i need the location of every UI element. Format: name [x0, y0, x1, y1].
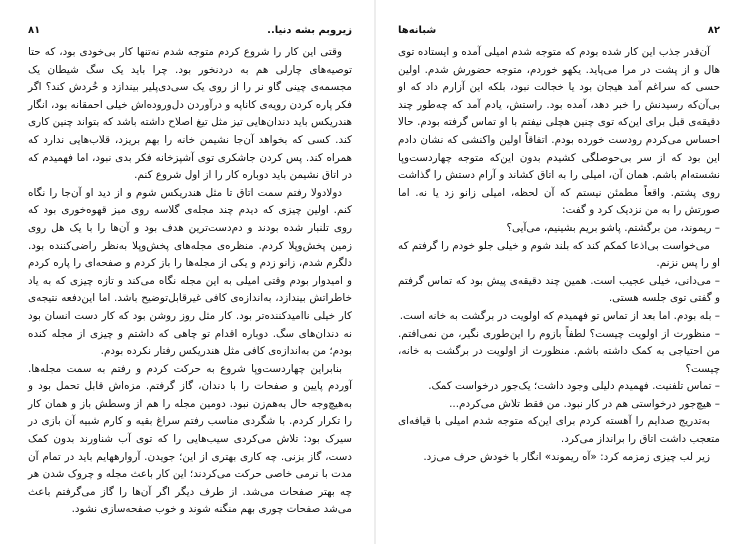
- paragraph: زیر لب چیزی زمزمه کرد: «آه ریموند» انگار با خودش حرف می‌زد.: [423, 450, 710, 463]
- paragraph: بنابراین چهاردست‌وپا شروع به حرکت کردم و رفتم به سمت مجله‌ها. آوردم پایین و صفحات را با دندان، گاز گرفتم. مزه‌اش قابل تحمل بود و به‌هیچ‌وجه حال به‌هم‌زن نبود. دومین مجله را هم از وسطش باز و همان کار را تکرار کردم. با شگردی مناسب رفتم سراغ بقیه و کارم شبیه آن بازی در سیرک بود: تلاش می‌کردی سیب‌هایی را که توی آب شناورند بدون کمک دست، گاز بزنی. چه کاری بهتری از این؛ جویدن. آروارههایم باید در تمام آن مدت با نرمی خاصی حرکت می‌کردند؛ این کار باعث مجله و چروک شدن هر چه بهتر صفحات می‌شد. از طرف دیگر اگر آن‌ها را گاز می‌گرفتم باعث می‌شد صفحات چوری بهم منگنه شوند و خوب صفحه‌سازی نشود.: [28, 362, 352, 516]
- running-head: شبانه‌ها: [398, 24, 437, 36]
- paragraph: به‌تدریج صدایم را آهسته کردم برای این‌که متوجه شدم امیلی با قیافه‌ای متعجب داشت اتاق را برانداز می‌کرد.: [398, 415, 720, 446]
- page-number: ۸۱: [28, 24, 41, 36]
- dialogue-line: – تماس تلفنیت. فهمیدم دلیلی وجود داشت؛ یک‌جور درخواست کمک.: [428, 380, 720, 393]
- right-page-header: [398, 22, 720, 38]
- dialogue-line: – بله بودم. اما بعد از تماس تو فهمیدم که اولویت در برگشت به خانه است.: [399, 309, 720, 322]
- dialogue-line: – ریموند، من برگشتم. پاشو بریم بشینیم، می‌آیی؟: [506, 221, 720, 234]
- paragraph: دولادولا رفتم سمت اتاق تا مثل هندریکس شوم و از دید او آن‌جا را نگاه کنم. اولین چیزی که دیدم چند مجله‌ی گلاسه روی میز قهوه‌خوری بود که روی تلنبار شده بودند و دم‌دست‌ترین هدف بود و آن‌ها را با یک هل روی زمین پخش‌وپلا کردم. منظره‌ی مجله‌های پخش‌وپلا به‌نظر راضی‌کننده بود. دلگرم شدم، زانو زدم و یکی از مجله‌ها را باز کردم و صفحه‌ای را پاره کردم و امیدوار بودم وقتی امیلی به این مجله نگاه می‌کند و تازه چیزی که به یاد خاطراتش بیندازد، به‌اندازه‌ی کافی غیرقابل‌توضیح باشد. اما این‌دفعه نتیجه‌ی کار خیلی ناامیدکننده‌تر بود. کار مثل روز روشن بود که کار دست انسان بود نه دندان‌های سگ. دوباره اقدام تو چاهی که داشتم و چیزی از مجله کنده بودم؛ من به‌اندازه‌ی کافی مثل هندریکس رفتار نکرده بودم.: [28, 186, 352, 358]
- paragraph: می‌خواست بی‌اذعا کمکم کند که بلند شوم و خیلی جلو خودم را گرفتم که او را پس نزنم.: [398, 239, 720, 270]
- dialogue-line: – می‌دانی، خیلی عجیب است. همین چند دقیقه‌ی پیش بود که تماس گرفتم و گفتی توی جلسه هستی.: [398, 274, 720, 305]
- right-page: [376, 0, 750, 544]
- paragraph: آن‌قدر جذب این کار شده بودم که متوجه شدم امیلی آمده و ایستاده توی هال و از پشت در مرا می‌پاید. یکهو خوردم، متوجه حضورش شدم. اولین حسی که سراغم آمد هیجان بود یا خجالت نبود، بلکه این آزارم داد که او بی‌آن‌که رسیدنش را خبر دهد، آمده بود. راستش، یادم آمد که چه‌طور چند دقیقه‌ی قبل برای این‌که توی چنین هچلی نیفتم با او تماس گرفته بودم. حالا احساس می‌کردم رودست خورده بودم. اتفاقاً اولین واکنشی که نشان دادم این بود که از سر بی‌حوصلگی کشیدم بدون این‌که متوجه چهاردست‌وپا نشسته‌ام باشم. همان آن، امیلی را به اتاق کشاند و آرام دستش را گذاشت روی پشتم. واقعاً مطمئن نیستم که آن لحظه، امیلی زانو زد یا نه. اما صورتش را به من نزدیک کرد و گفت:: [398, 46, 720, 217]
- paragraph: وقتی این کار را شروع کردم متوجه شدم نه‌تنها کار بی‌خودی بود، که حتا توصیه‌های چارلی هم به دردنخور بود. چرا باید یک سگ شیطان یک مجسمه‌ی چینی گاو نر را از روی یک سی‌دی‌پلیر بیندازد و خُردش کند؟ اگر فکر پاره کردن رویه‌ی کاناپه و درآوردن دل‌وروده‌اش خیلی احمقانه بود، انگار هندریکس باید دندان‌هایی تیز مثل تیغ اصلاح داشته باشد که بتواند چنین کاری کند. کسی که بخواهد آن‌جا نشیمن خانه را بهم بریزد، قلاب‌هایی ندارد که همراه کند. پس کردن جاشکری توی آشپزخانه فکر بدی نبود، اما فهمیدم که در اتاق نشیمن باید دوباره کار را از اول شروع کنم.: [27, 46, 352, 182]
- dialogue-line: – منظورت از اولویت چیست؟ لطفاً بازوم را این‌طوری نگیر، من نمی‌افتم. من احتیاجی به کمک داشته باشم. منظورت از اولویت در برگشت به خانه، چیست؟: [398, 327, 720, 375]
- left-page: [0, 0, 374, 544]
- page-number: ۸۲: [707, 24, 720, 36]
- dialogue-line: – هیچ‌جور درخواستی هم در کار نبود. من فقط تلاش می‌کردم...: [449, 397, 720, 410]
- left-page-header: [28, 22, 352, 38]
- running-head: زیروبم بشه دنیا..: [267, 24, 352, 36]
